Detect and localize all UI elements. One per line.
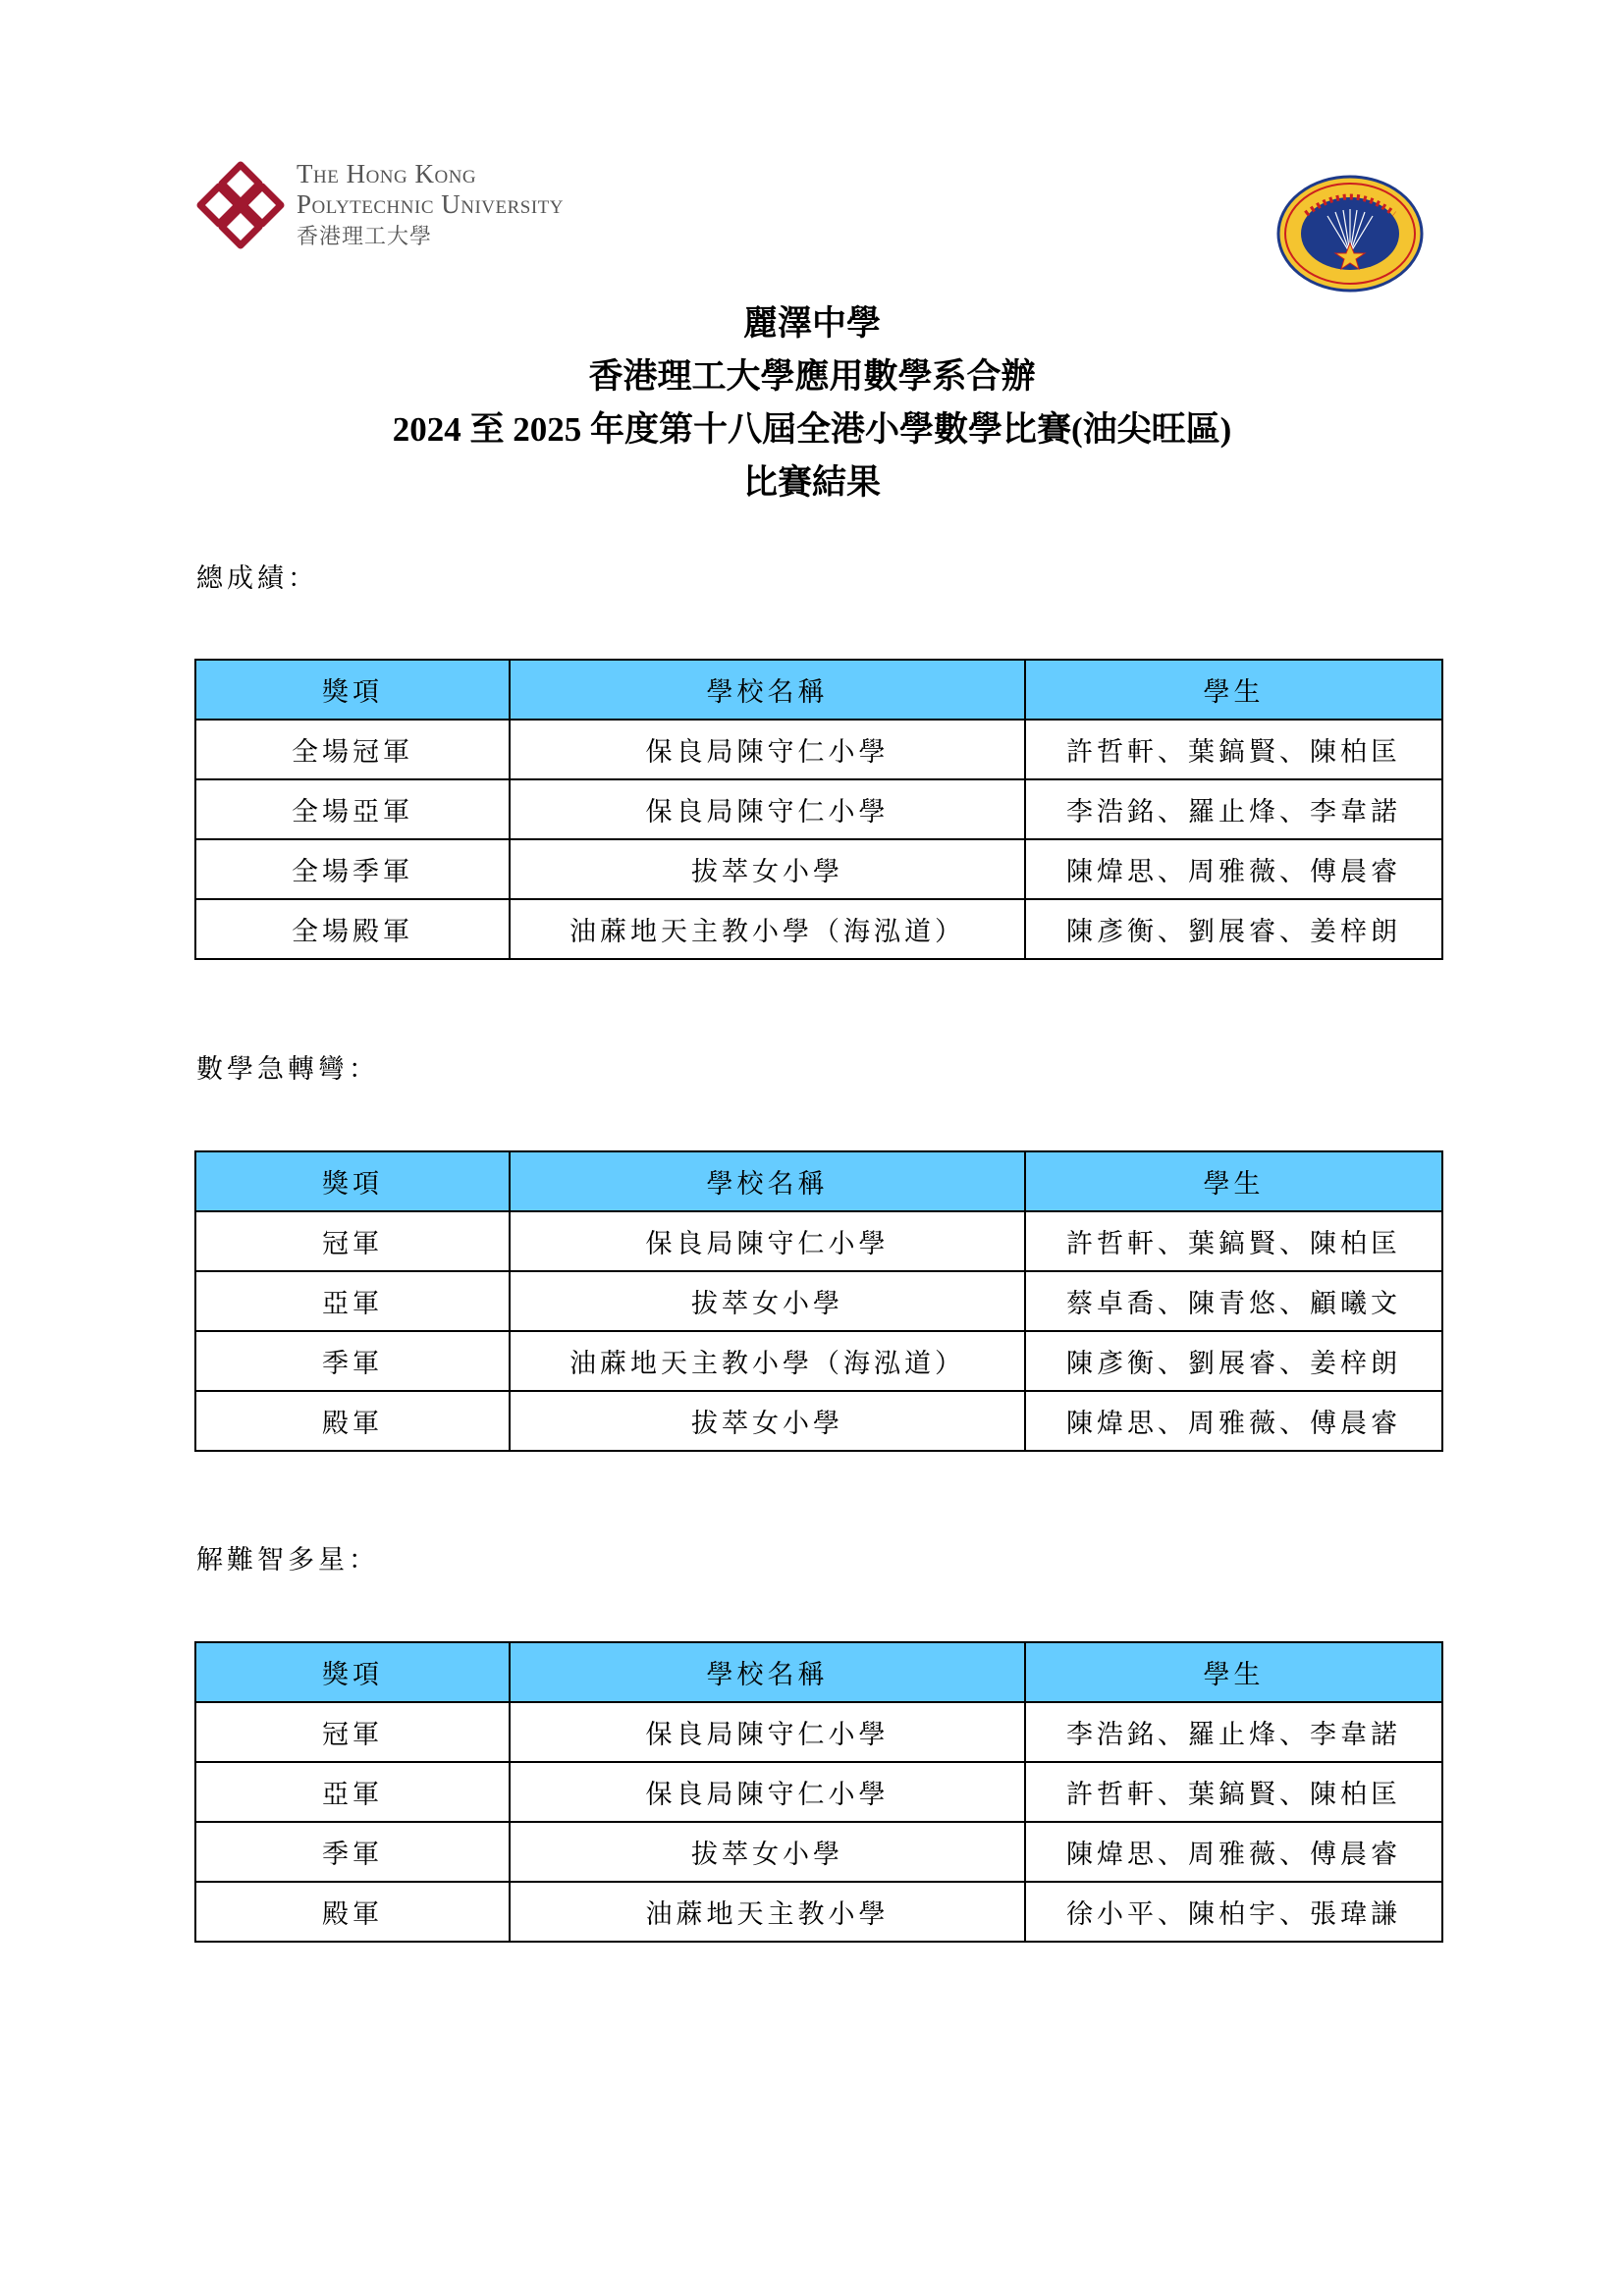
title-results: 比賽結果 bbox=[742, 463, 881, 502]
students-cell: 李浩銘、羅止烽、李韋諾 bbox=[1025, 779, 1442, 839]
award-cell: 全場季軍 bbox=[195, 839, 510, 899]
table-row bbox=[195, 839, 1442, 899]
table-header-row bbox=[195, 660, 1442, 720]
school-cell: 油蔴地天主教小學 bbox=[510, 1882, 1025, 1942]
table-row bbox=[195, 1331, 1442, 1391]
table-row bbox=[195, 1391, 1442, 1451]
polyu-logo bbox=[194, 155, 676, 253]
award-cell: 殿軍 bbox=[195, 1391, 510, 1451]
students-cell: 蔡卓喬、陳青悠、顧曦文 bbox=[1025, 1271, 1442, 1331]
school-cell: 拔萃女小學 bbox=[510, 1822, 1025, 1882]
table-header-row bbox=[195, 1151, 1442, 1211]
school-cell: 保良局陳守仁小學 bbox=[510, 1762, 1025, 1822]
school-cell: 拔萃女小學 bbox=[510, 1271, 1025, 1331]
school-cell: 油蔴地天主教小學（海泓道） bbox=[510, 1331, 1025, 1391]
section-heading-overall: 總成績： bbox=[196, 563, 318, 594]
students-cell: 陳彥衡、劉展睿、姜梓朗 bbox=[1025, 1331, 1442, 1391]
award-cell: 亞軍 bbox=[195, 1271, 510, 1331]
header-students: 學生 bbox=[1025, 1642, 1442, 1702]
award-cell: 季軍 bbox=[195, 1822, 510, 1882]
students-cell: 陳煒思、周雅薇、傅晨睿 bbox=[1025, 1391, 1442, 1451]
header-award: 獎項 bbox=[195, 660, 510, 720]
polyu-name-chinese: 香港理工大學 bbox=[297, 224, 433, 248]
award-cell: 殿軍 bbox=[195, 1882, 510, 1942]
award-cell: 全場亞軍 bbox=[195, 779, 510, 839]
school-cell: 保良局陳守仁小學 bbox=[510, 779, 1025, 839]
table-row bbox=[195, 899, 1442, 959]
header-award: 獎項 bbox=[195, 1151, 510, 1211]
header-students: 學生 bbox=[1025, 1151, 1442, 1211]
results-table-problem-solving bbox=[194, 1641, 1443, 1943]
table-row bbox=[195, 1702, 1442, 1762]
students-cell: 許哲軒、葉鎬賢、陳柏匡 bbox=[1025, 1211, 1442, 1271]
school-cell: 保良局陳守仁小學 bbox=[510, 720, 1025, 779]
polyu-name-line1: The Hong Kong bbox=[297, 159, 477, 188]
award-cell: 冠軍 bbox=[195, 1211, 510, 1271]
school-crest-icon bbox=[1276, 175, 1424, 293]
title-co-organizer: 香港理工大學應用數學系合辦 bbox=[588, 357, 1036, 396]
school-cell: 保良局陳守仁小學 bbox=[510, 1702, 1025, 1762]
award-cell: 亞軍 bbox=[195, 1762, 510, 1822]
table-row bbox=[195, 1822, 1442, 1882]
table-row bbox=[195, 1211, 1442, 1271]
polyu-name-line2: Polytechnic University bbox=[297, 189, 565, 219]
table-row bbox=[195, 1271, 1442, 1331]
students-cell: 陳煒思、周雅薇、傅晨睿 bbox=[1025, 839, 1442, 899]
school-cell: 油蔴地天主教小學（海泓道） bbox=[510, 899, 1025, 959]
table-row bbox=[195, 1762, 1442, 1822]
header-students: 學生 bbox=[1025, 660, 1442, 720]
students-cell: 陳煒思、周雅薇、傅晨睿 bbox=[1025, 1822, 1442, 1882]
award-cell: 全場殿軍 bbox=[195, 899, 510, 959]
header-school: 學校名稱 bbox=[510, 660, 1025, 720]
table-header-row bbox=[195, 1642, 1442, 1702]
award-cell: 冠軍 bbox=[195, 1702, 510, 1762]
award-cell: 全場冠軍 bbox=[195, 720, 510, 779]
results-table-math-twister bbox=[194, 1150, 1443, 1452]
section-heading-problem-solving: 解難智多星： bbox=[196, 1545, 379, 1575]
header-award: 獎項 bbox=[195, 1642, 510, 1702]
title-school-name: 麗澤中學 bbox=[742, 304, 881, 343]
table-row bbox=[195, 1882, 1442, 1942]
award-cell: 季軍 bbox=[195, 1331, 510, 1391]
header-school: 學校名稱 bbox=[510, 1642, 1025, 1702]
school-cell: 拔萃女小學 bbox=[510, 839, 1025, 899]
school-cell: 拔萃女小學 bbox=[510, 1391, 1025, 1451]
students-cell: 許哲軒、葉鎬賢、陳柏匡 bbox=[1025, 1762, 1442, 1822]
students-cell: 陳彥衡、劉展睿、姜梓朗 bbox=[1025, 899, 1442, 959]
table-row bbox=[195, 779, 1442, 839]
polyu-emblem-icon bbox=[194, 159, 287, 251]
table-row bbox=[195, 720, 1442, 779]
students-cell: 李浩銘、羅止烽、李韋諾 bbox=[1025, 1702, 1442, 1762]
students-cell: 徐小平、陳柏宇、張瑋謙 bbox=[1025, 1882, 1442, 1942]
title-competition-name: 2024 至 2025 年度第十八屆全港小學數學比賽(油尖旺區) bbox=[392, 410, 1232, 449]
document-title bbox=[0, 297, 1624, 509]
section-heading-math-twister: 數學急轉彎： bbox=[196, 1054, 379, 1085]
results-table-overall bbox=[194, 659, 1443, 960]
header-school: 學校名稱 bbox=[510, 1151, 1025, 1211]
students-cell: 許哲軒、葉鎬賢、陳柏匡 bbox=[1025, 720, 1442, 779]
school-cell: 保良局陳守仁小學 bbox=[510, 1211, 1025, 1271]
